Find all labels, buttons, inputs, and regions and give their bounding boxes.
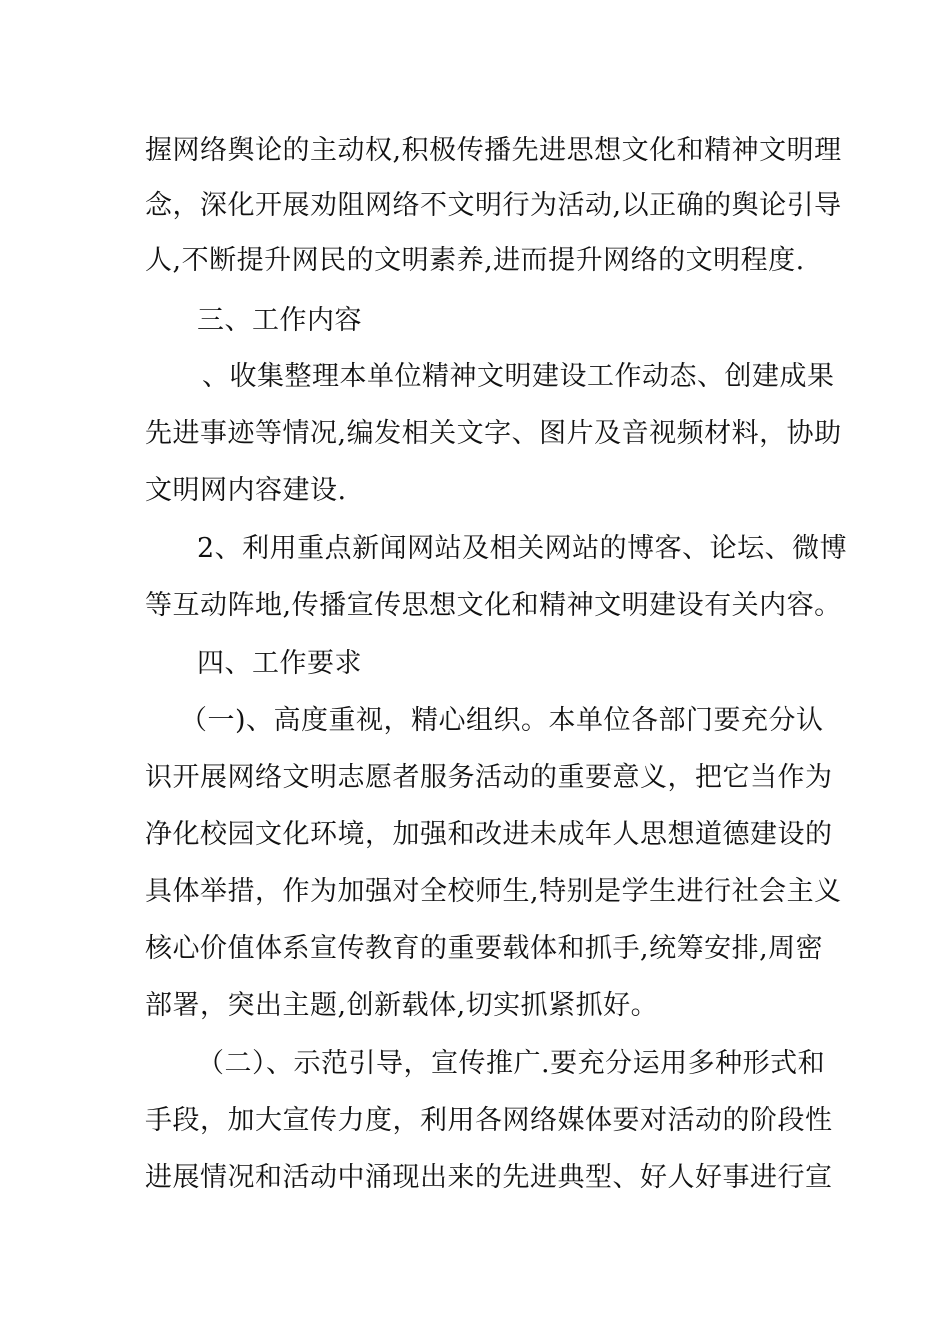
paragraph-line-16: 部署，突出主题,创新载体,切实抓紧抓好。 [145, 990, 659, 1021]
paragraph-line-12: 识开展网络文明志愿者服务活动的重要意义，把它当作为 [145, 762, 833, 793]
section-heading-three: 三、工作内容 [197, 305, 362, 336]
paragraph-line-2: 念，深化开展劝阻网络不文明行为活动,以正确的舆论引导 [145, 190, 842, 221]
paragraph-line-14: 具体举措，作为加强对全校师生,特别是学生进行社会主义 [145, 876, 842, 907]
paragraph-line-9: 等互动阵地,传播宣传思想文化和精神文明建设有关内容。 [145, 590, 842, 621]
paragraph-line-3: 人,不断提升网民的文明素养,进而提升网络的文明程度. [145, 245, 805, 276]
paragraph-line-17: （二）、示范引导，宣传推广.要充分运用多种形式和 [197, 1048, 826, 1079]
paragraph-line-8: 2、利用重点新闻网站及相关网站的博客、论坛、微博 [197, 533, 848, 564]
section-heading-four: 四、工作要求 [197, 648, 362, 679]
paragraph-line-18: 手段，加大宣传力度，利用各网络媒体要对活动的阶段性 [145, 1105, 833, 1136]
paragraph-line-7: 文明网内容建设. [145, 475, 347, 506]
paragraph-line-15: 核心价值体系宣传教育的重要载体和抓手,统筹安排,周密 [145, 933, 824, 964]
paragraph-line-1: 握网络舆论的主动权,积极传播先进思想文化和精神文明理 [145, 135, 842, 166]
paragraph-line-13: 净化校园文化环境，加强和改进未成年人思想道德建设的 [145, 819, 833, 850]
paragraph-line-6: 先进事迹等情况,编发相关文字、图片及音视频材料，协助 [145, 418, 842, 449]
paragraph-line-11: （一)、高度重视，精心组织。本单位各部门要充分认 [180, 705, 824, 736]
paragraph-line-5: 、收集整理本单位精神文明建设工作动态、创建成果 [202, 361, 835, 392]
paragraph-line-19: 进展情况和活动中涌现出来的先进典型、好人好事进行宣 [145, 1162, 833, 1193]
